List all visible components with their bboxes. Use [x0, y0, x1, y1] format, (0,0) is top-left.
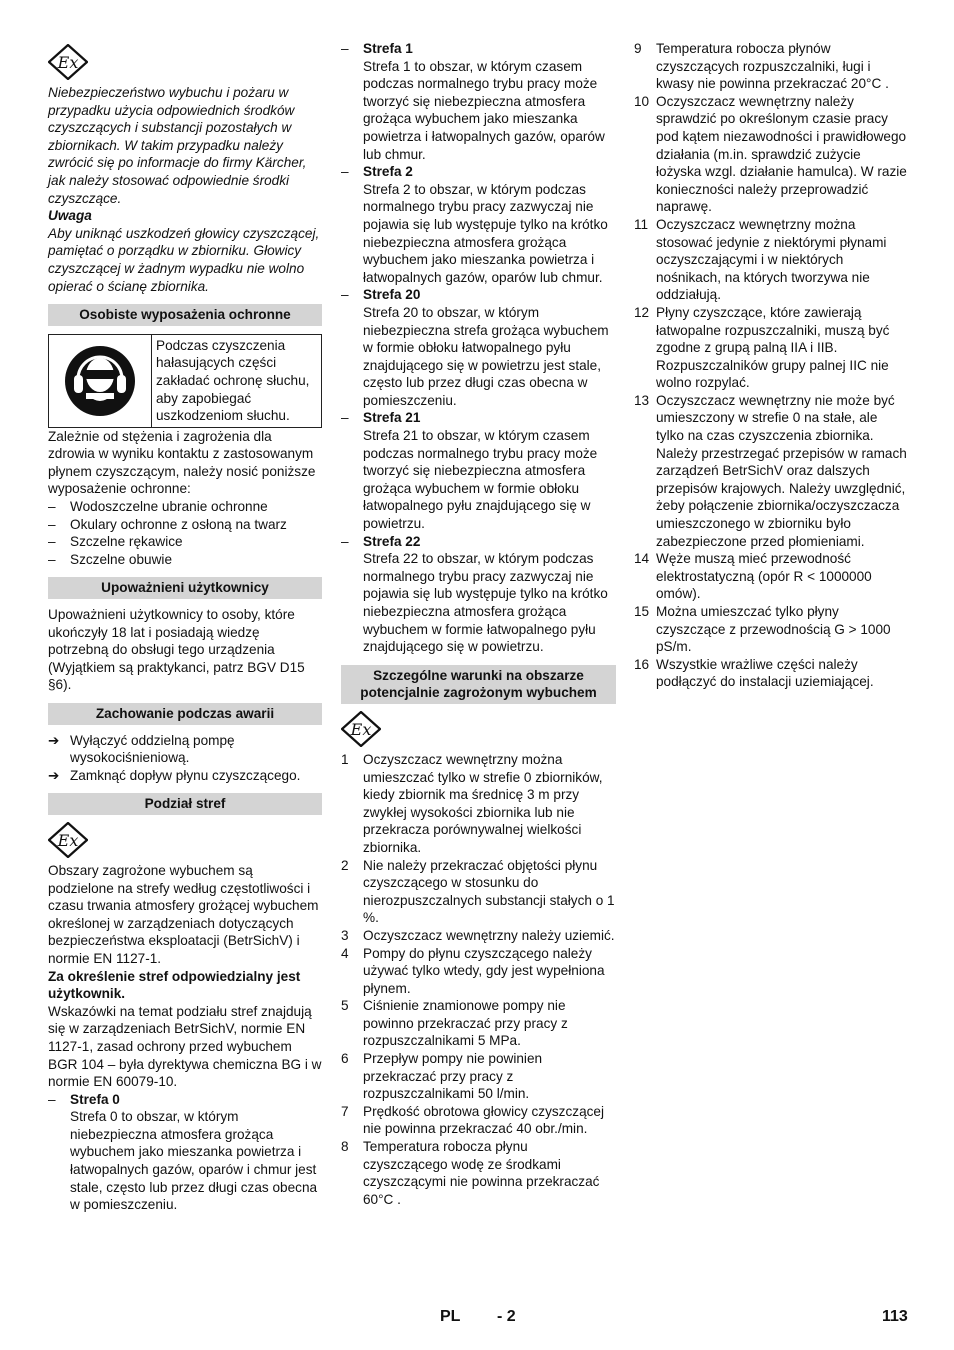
svg-text:Ex: Ex — [57, 830, 79, 850]
zones-heading: Podział stref — [48, 793, 322, 815]
condition-item — [634, 550, 908, 603]
condition-text: Oczyszczacz wewnętrzny można umieszczać tylko w strefie 0 zbiorników, kiedy zbiornik ma średnicę 3 m przy zwykłej wysokości zbiornika lub nie przekracza porównywalnej wielkości zbiornika. — [363, 751, 603, 855]
zone-item — [341, 163, 616, 286]
dash-marker: – — [341, 41, 349, 56]
condition-number: 5 — [341, 998, 349, 1014]
condition-item — [341, 1050, 616, 1103]
zone-title: Strefa 1 — [363, 41, 413, 56]
list-item — [48, 498, 322, 516]
explosion-warning-text: Niebezpieczeństwo wybuchu i pożaru w przypadku użycia odpowiednich środków czyszczących i substancji pozostałych w zbiornikach. W takim przypadku należy zwrócić się po informacje do firmy Kärcher, jak należy stosować odpowiednie środki czyszczące. — [48, 85, 307, 206]
note-text: Aby uniknąć uszkodzeń głowicy czyszczącej, pamiętać o porządku w zbiorniku. Głowicy czyszczącej w żadnym wypadku nie wolno opierać o ścianę zbiornika. — [48, 225, 320, 294]
list-item-text: Szczelne rękawice — [70, 534, 183, 550]
zone-text: Strefa 21 to obszar, w którym czasem podczas normalnego trybu pracy może tworzyć się niebezpieczna atmosfera grożąca wybuchem w formie obłoku łatwopalnego pyłu znajdującego się w powietrzu. — [363, 428, 598, 532]
condition-number: 2 — [341, 857, 349, 873]
condition-item — [341, 1138, 616, 1208]
condition-number: 11 — [634, 216, 649, 232]
arrow-marker: ➔ — [48, 732, 60, 748]
condition-text: Węże muszą mieć przewodność elektrostatyczną (opór R < 1000000 omów). — [656, 551, 872, 602]
conditions-list-continued — [634, 40, 908, 691]
condition-item — [634, 40, 908, 93]
condition-number: 14 — [634, 551, 650, 567]
dash-marker: – — [341, 164, 349, 180]
condition-number: 15 — [634, 604, 650, 619]
dash-marker: – — [48, 516, 56, 532]
column-right — [634, 40, 908, 691]
condition-text: Oczyszczacz wewnętrzny można stosować jedynie z niektórymi płynami oczyszczającymi i w niektórych nośnikach, na których tworzywa nie oddziałują. — [656, 216, 887, 303]
column-left — [48, 40, 322, 1214]
condition-number: 1 — [341, 751, 349, 767]
hearing-protection-text: Podczas czyszczenia hałasujących części zakładać ochronę słuchu, aby zapobiegać uszkodzeniom słuchu. — [156, 337, 310, 424]
zone-title: Strefa 21 — [363, 410, 421, 426]
condition-item — [341, 997, 616, 1050]
conditions-list — [341, 751, 616, 1208]
zone-text: Strefa 1 to obszar, w którym czasem podczas normalnego trybu pracy może tworzyć się niebezpieczna atmosfera grożąca wybuchem jako mieszanka powietrza i łatwopalnych gazów, oparów lub chmur. — [363, 58, 605, 162]
svg-text:Ex: Ex — [350, 719, 372, 739]
condition-item — [634, 216, 908, 304]
condition-number: 3 — [341, 927, 349, 943]
condition-item — [634, 304, 908, 392]
dash-marker: – — [341, 410, 349, 426]
condition-item — [341, 751, 616, 857]
ppe-intro: Zależnie od stężenia i zagrożenia dla zdrowia w wyniku kontaktu z zastosowanym płynem czyszczącym, należy nosić poniższe wyposażenie ochronne: — [48, 428, 316, 497]
dash-marker: – — [48, 499, 56, 515]
condition-item — [634, 392, 908, 550]
zone-0-text: Strefa 0 to obszar, w którym niebezpieczna atmosfera grożąca wybuchem jako mieszanka powietrza i łatwopalnych gazów, oparów i chmur jest stale, często lub przez długi czas obecna w pomieszczeniu. — [70, 1109, 318, 1213]
condition-text: Płyny czyszczące, które zawierają łatwopalne rozpuszczalniki, muszą być zgodne z grupą palną IIA i IIB. Rozpuszczalników grupy palnej IIC nie wolno rozpylać. — [656, 304, 890, 391]
condition-item — [341, 927, 616, 945]
footer-section: - 2 — [497, 1308, 516, 1325]
condition-text: Temperatura robocza płynu czyszczącego wodę ze środkami czyszczącymi nie powinna przekraczać 60°C . — [363, 1139, 600, 1207]
zone-item — [341, 286, 616, 409]
users-text: Upoważnieni użytkownicy to osoby, które ukończyły 18 lat i posiadają wiedzę potrzebną do obsługi tego urządzenia (Wyjątkiem są praktykanci, patrz BGV D15 §6). — [48, 607, 305, 693]
condition-text: Oczyszczacz wewnętrzny nie może być umieszczony w strefie 0 na stałe, ale tylko na czas czyszczenia zbiornika. Należy przestrzegać przepisów w ramach zarządzeń BetrSichV oraz dalszych przepisów krajowych. Należy uwzględnić, żeby połączenie zbiornika/oczyszczacza umieszczonego w zbiorniku było zabezpieczone przed płomieniami. — [656, 392, 907, 549]
condition-number: 9 — [634, 41, 642, 56]
dash-marker: – — [341, 287, 349, 303]
special-conditions-heading: Szczególne warunki na obszarze potencjalnie zagrożonym wybuchem — [341, 665, 616, 704]
list-item — [48, 516, 322, 534]
condition-text: Przepływ pompy nie powinien przekraczać przy pracy z rozpuszczalnikami 50 l/min. — [363, 1051, 543, 1102]
condition-item — [634, 603, 908, 656]
zone-text: Strefa 20 to obszar, w którym niebezpieczna strefa grożąca wybuchem w formie obłoku łatwopalnego pyłu znajdującego się w powietrzu jest stale, często lub przez długi czas obecna w pomieszczeniu. — [363, 304, 609, 408]
condition-text: Pompy do płynu czyszczącego należy używać tylko wtedy, gdy jest wypełniona płynem. — [363, 945, 605, 996]
condition-number: 4 — [341, 945, 349, 961]
list-item-text: Zamknąć dopływ płynu czyszczącego. — [70, 767, 301, 783]
zone-0-item — [48, 1091, 322, 1214]
explosion-warning-icon — [48, 822, 88, 858]
condition-number: 16 — [634, 656, 650, 672]
condition-item — [341, 945, 616, 998]
condition-number: 12 — [634, 304, 650, 320]
users-heading: Upoważnieni użytkownicy — [48, 577, 322, 599]
zones-intro: Obszary zagrożone wybuchem są podzielone na strefy według częstotliwości i czasu trwania atmosfery grożącej wybuchem określonej w zarządzeniach dotyczących bezpieczeństwa eksploatacji (BetrSichV) i normie EN 1127-1. — [48, 862, 319, 966]
explosion-warning-icon — [48, 44, 88, 80]
zone-item — [341, 40, 616, 163]
zone-item — [341, 533, 616, 656]
zones-list — [341, 40, 616, 656]
zone-item — [341, 409, 616, 532]
condition-number: 8 — [341, 1139, 349, 1155]
condition-text: Można umieszczać tylko płyny czyszczące z przewodnością G > 1000 pS/m. — [656, 604, 891, 655]
zone-0-title: Strefa 0 — [70, 1091, 120, 1107]
list-item-text: Okulary ochronne z osłoną na twarz — [70, 516, 287, 532]
list-item — [48, 767, 322, 785]
zones-notes: Wskazówki na temat podziału stref znajdują się w zarządzeniach BetrSichV, normie EN 1127-1, zasad ochrony przed wybuchem BGR 104 – była dyrektywa chemiczna BG i w normie EN 60079-10. — [48, 1003, 322, 1090]
condition-item — [634, 656, 908, 691]
zones-responsible: Za określenie stref odpowiedzialny jest użytkownik. — [48, 968, 301, 1002]
dash-marker: – — [48, 551, 56, 567]
zone-title: Strefa 2 — [363, 164, 413, 180]
condition-number: 7 — [341, 1103, 349, 1119]
list-item-text: Szczelne obuwie — [70, 551, 173, 567]
footer-language: PL — [440, 1308, 461, 1325]
ppe-list — [48, 498, 322, 568]
emergency-list — [48, 732, 322, 785]
arrow-marker: ➔ — [48, 767, 60, 783]
dash-marker: – — [341, 533, 349, 549]
list-item — [48, 533, 322, 551]
condition-number: 13 — [634, 392, 650, 408]
condition-text: Oczyszczacz wewnętrzny należy sprawdzić po określonym czasie pracy pod kątem niezawodności i prawidłowego działania (m.in. sprawdzić zużycie łożyska wzgl. działanie hamulca). W razie konieczności należy przeprowadzić naprawę. — [656, 93, 907, 215]
explosion-warning-icon — [341, 711, 381, 747]
zone-title: Strefa 20 — [363, 287, 421, 303]
dash-marker: – — [48, 534, 56, 550]
list-item-text: Wyłączyć oddzielną pompę wysokociśnieniową. — [70, 732, 235, 766]
condition-item — [341, 857, 616, 927]
condition-text: Temperatura robocza płynów czyszczących rozpuszczalniki, ługi i kwasy nie powinna przekraczać 20°C . — [656, 41, 889, 92]
condition-item — [634, 93, 908, 216]
svg-text:Ex: Ex — [57, 53, 79, 72]
hearing-and-eye-protection-icon — [64, 345, 136, 417]
page-number: 113 — [882, 1308, 908, 1325]
condition-text: Wszystkie wrażliwe części należy podłączyć do instalacji uziemiającej. — [656, 656, 874, 690]
emergency-heading: Zachowanie podczas awarii — [48, 703, 322, 725]
condition-number: 6 — [341, 1051, 349, 1067]
note-label: Uwaga — [48, 208, 92, 224]
zone-text: Strefa 2 to obszar, w którym podczas normalnego trybu pracy zazwyczaj nie pojawia się lub występuje tylko na krótko niebezpieczna atmosfera grożąca wybuchem jako mieszanka powietrza i łatwopalnych gazów, oparów lub chmur. — [363, 181, 608, 285]
condition-text: Nie należy przekraczać objętości płynu czyszczącego w stosunku do nierozpuszczalnych substancji stałych o 1 %. — [363, 857, 615, 926]
list-item-text: Wodoszczelne ubranie ochronne — [70, 499, 268, 515]
condition-number: 10 — [634, 93, 650, 109]
condition-item — [341, 1103, 616, 1138]
list-item — [48, 732, 322, 767]
condition-text: Oczyszczacz wewnętrzny należy uziemić. — [363, 927, 615, 943]
hearing-protection-box — [48, 334, 322, 428]
zone-title: Strefa 22 — [363, 533, 421, 549]
condition-text: Prędkość obrotowa głowicy czyszczącej nie powinna przekraczać 40 obr./min. — [363, 1103, 605, 1137]
ppe-heading: Osobiste wyposażenia ochronne — [48, 304, 322, 326]
condition-text: Ciśnienie znamionowe pompy nie powinno przekraczać przy pracy z rozpuszczalnikami 5 MPa. — [363, 998, 568, 1049]
dash-marker: – — [48, 1091, 56, 1107]
column-middle — [341, 40, 616, 1208]
zone-text: Strefa 22 to obszar, w którym podczas normalnego trybu pracy zazwyczaj nie pojawia się lub występuje tylko na krótko niebezpieczna atmosfera grożąca wybuchem w formie łatwopalnego pyłu znajdującego się w powietrzu. — [363, 551, 608, 655]
list-item — [48, 551, 322, 569]
